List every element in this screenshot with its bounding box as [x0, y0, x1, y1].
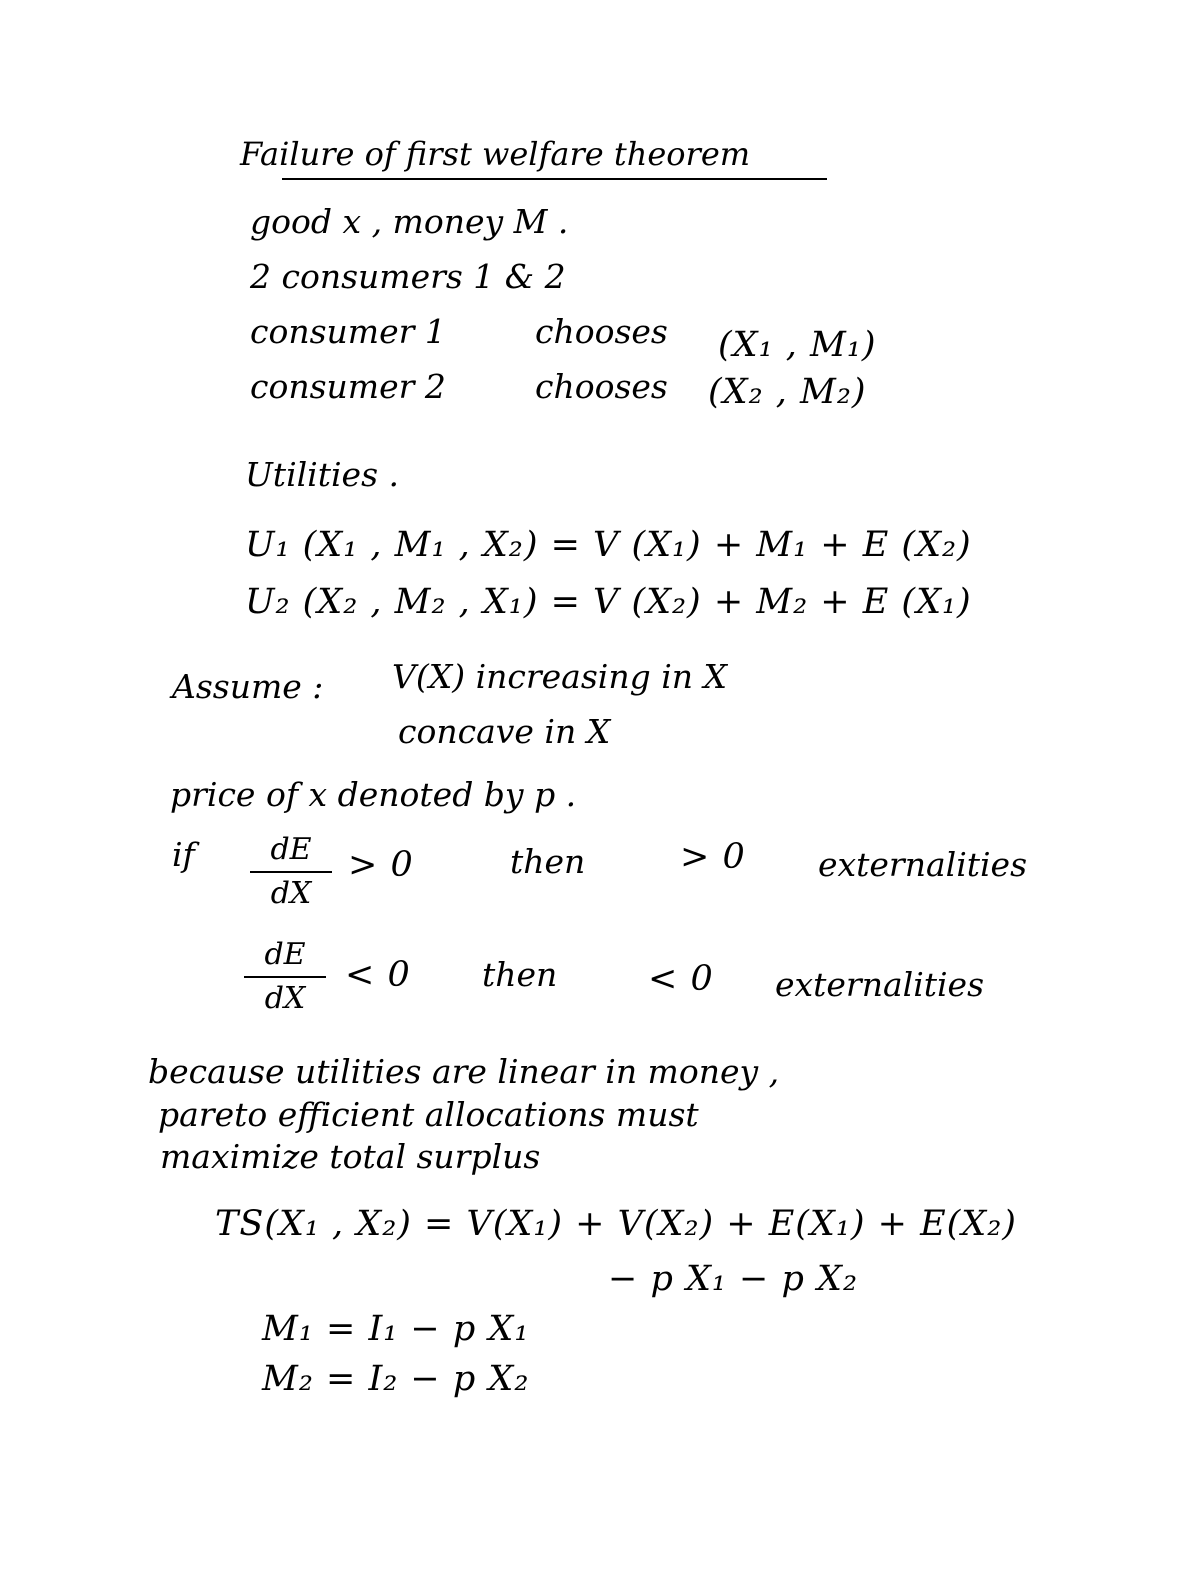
utility-1-equation: U₁ (X₁ , M₁ , X₂) = V (X₁) + M₁ + E (X₂) [245, 525, 972, 565]
fraction-1-bar [250, 871, 332, 873]
consumer-2-label: consumer 2 [250, 367, 446, 406]
then-2: then [482, 955, 558, 994]
consumer-2-verb: chooses [535, 367, 668, 406]
consumer-2-tuple: (X₂ , M₂) [708, 372, 867, 412]
consumer-1-tuple: (X₁ , M₁) [718, 325, 877, 365]
setup-line-2: 2 consumers 1 & 2 [250, 257, 566, 296]
title-underline [282, 178, 827, 180]
pareto-line-2: pareto efficient allocations must [158, 1095, 699, 1134]
derivative-fraction-2 [244, 937, 326, 1016]
budget-m1: M₁ = I₁ − p X₁ [262, 1309, 530, 1349]
budget-m2: M₂ = I₂ − p X₂ [262, 1359, 530, 1399]
pareto-line-1: because utilities are linear in money , [148, 1052, 780, 1091]
total-surplus-equation: TS(X₁ , X₂) = V(X₁) + V(X₂) + E(X₁) + E(X₂) [215, 1204, 1017, 1244]
then-1: then [510, 842, 586, 881]
assume-line-2: concave in X [398, 712, 611, 751]
assume-label: Assume : [172, 667, 324, 706]
setup-line-1: good x , money M . [250, 202, 569, 241]
condition-positive: > 0 [348, 845, 414, 885]
result-negative: < 0 [648, 959, 714, 999]
pareto-line-3: maximize total surplus [160, 1137, 541, 1176]
price-line: price of x denoted by p . [170, 775, 577, 814]
fraction-1-denominator: dX [270, 876, 312, 911]
fraction-2-numerator: dE [264, 937, 306, 972]
condition-negative: < 0 [345, 955, 411, 995]
consumer-1-label: consumer 1 [250, 312, 446, 351]
fraction-2-bar [244, 976, 326, 978]
fraction-1-numerator: dE [270, 832, 312, 867]
externalities-positive: externalities [818, 845, 1028, 884]
externalities-negative: externalities [775, 965, 985, 1004]
derivative-fraction-1 [250, 832, 332, 911]
utility-2-equation: U₂ (X₂ , M₂ , X₁) = V (X₂) + M₂ + E (X₁) [245, 582, 972, 622]
fraction-2-denominator: dX [264, 981, 306, 1016]
consumer-1-verb: chooses [535, 312, 668, 351]
result-positive: > 0 [680, 837, 746, 877]
total-surplus-continuation: − p X₁ − p X₂ [608, 1259, 858, 1299]
utilities-heading: Utilities . [245, 455, 399, 494]
assume-line-1: V(X) increasing in X [392, 657, 727, 696]
page-title: Failure of first welfare theorem [240, 135, 751, 173]
if-label: if [172, 835, 195, 874]
